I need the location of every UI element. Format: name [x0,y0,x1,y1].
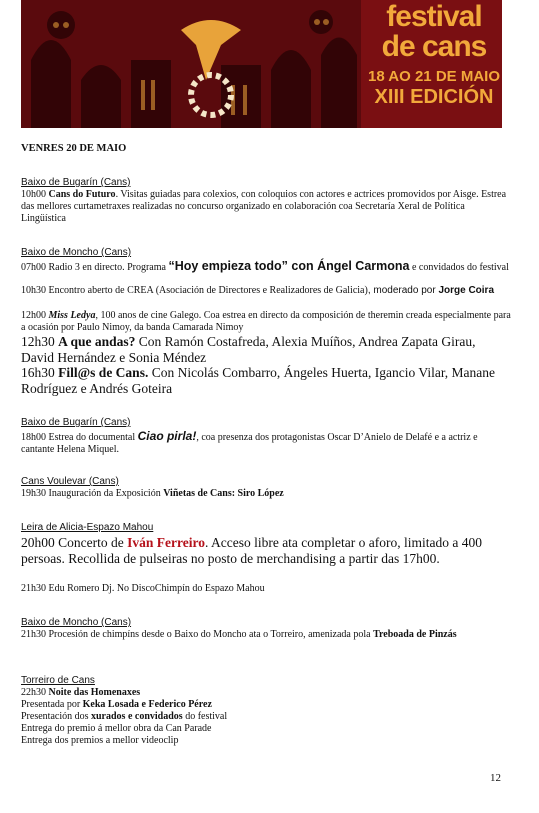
event-entry [21,711,511,723]
event-text: 22h30 [21,687,49,698]
event-title: Miss Ledya [48,310,96,321]
event-text: 07h00 Radio 3 en directo. Programa [21,262,169,273]
venue-heading: Cans Voulevar (Cans) [21,476,119,487]
event-entry: 21h30 Edu Romero Dj. No DiscoChimpín do Espazo Mahou [21,583,265,594]
event-text: 20h00 Concerto de [21,535,128,550]
event-text: 12h00 [21,310,49,321]
event-entry [21,629,511,641]
event-entry [21,189,511,225]
event-entry [21,699,511,711]
event-text: Presentada por [21,699,83,710]
event-title: Iván Ferreiro [127,535,205,550]
event-entry [21,687,511,699]
event-entry [21,535,511,567]
event-entry [21,365,511,397]
event-text: Con Nicolás Combarro, Ángeles Huerta, Igancio Vilar, Manane Rodríguez e Andrés Goteira [21,365,496,396]
venue-heading: Leira de Alicia-Espazo Mahou [21,522,154,533]
event-title: A que andas? [58,334,136,349]
event-text: 10h30 Encontro aberto de CREA (Asociación de Directores e Realizadores de Galicia) [21,285,368,296]
event-text: , coa presenza dos protagonistas Oscar D’Anielo de Delafé e a actriz e cantante Helena Miquel. [21,432,478,455]
event-description: . Visitas guiadas para colexios, con coloquios con actores e actrices promovidos por Aisge. Estrea das mellores curtametraxes realizadas no concurso organizado en colaboración coa Secretaría Xeral de Política Lingüística [21,189,507,224]
event-entry [21,260,511,274]
event-text: 18h00 Estrea do documental [21,432,138,443]
event-text: Presentación dos [21,711,91,722]
event-text: , moderado por [367,285,439,296]
event-title: xurados e convidados [91,711,183,722]
venue-heading: Baixo de Moncho (Cans) [21,247,132,258]
venue-heading: Torreiro de Cans [21,675,95,686]
event-title: Treboada de Pinzás [373,629,457,640]
event-title: Noite das Homenaxes [48,687,141,698]
event-entry [21,488,511,500]
event-title: “Hoy empieza todo” con Ángel Carmona [168,259,410,273]
event-text: 16h30 [21,365,59,380]
banner-edition: XIII EDICIÓN [374,86,494,108]
event-text: 21h30 Procesión de chimpíns desde o Baixo do Moncho ata o Torreiro, amenizada pola [21,629,374,640]
day-title: VENRES 20 DE MAIO [21,143,127,154]
banner-title-line2: de cans [381,30,487,63]
event-title: Jorge Coira [438,285,495,296]
event-text: Con Ramón Costafreda, Alexia Muíños, Andrea Zapata Girau, David Hernández e Sonia Méndez [21,334,476,365]
event-text: . Acceso libre ata completar o aforo, limitado a 400 persoas. Recollida de pulseiras no posto de merchandising a partir das 17h00. [21,535,482,566]
event-text: 12h30 [21,334,59,349]
event-title: Viñetas de Cans: Siro López [163,488,284,499]
page-number: 12 [490,772,501,784]
event-entry [21,285,511,297]
event-text: 19h30 Inauguración da Exposición [21,488,164,499]
event-time: 10h00 [21,189,46,200]
event-text: do festival [182,711,228,722]
event-title: Keka Losada e Federico Pérez [82,699,212,710]
event-title: Fill@s de Cans. [58,365,149,380]
event-title: Ciao pirla! [137,429,197,443]
venue-heading: Baixo de Bugarín (Cans) [21,177,131,188]
banner-text [366,2,502,109]
event-entry: Entrega dos premios a mellor videoclip [21,735,179,746]
event-text: e convidados do festival [409,262,509,273]
event-entry [21,430,511,456]
event-entry: Entrega do premio á mellor obra da Can Parade [21,723,212,734]
venue-heading: Baixo de Bugarín (Cans) [21,417,131,428]
festival-banner [21,0,502,128]
event-text: , 100 anos de cine Galego. Coa estrea en directo da composición de theremin creada especialmente para a ocasión por Paulo Nimoy, da banda Camarada Nimoy [21,310,511,333]
banner-title-line1: festival [386,0,482,33]
event-entry [21,334,511,366]
event-title: Cans do Futuro [48,189,116,200]
event-entry [21,310,511,334]
venue-heading: Baixo de Moncho (Cans) [21,617,132,628]
banner-dates: 18 AO 21 DE MAIO [368,68,500,85]
